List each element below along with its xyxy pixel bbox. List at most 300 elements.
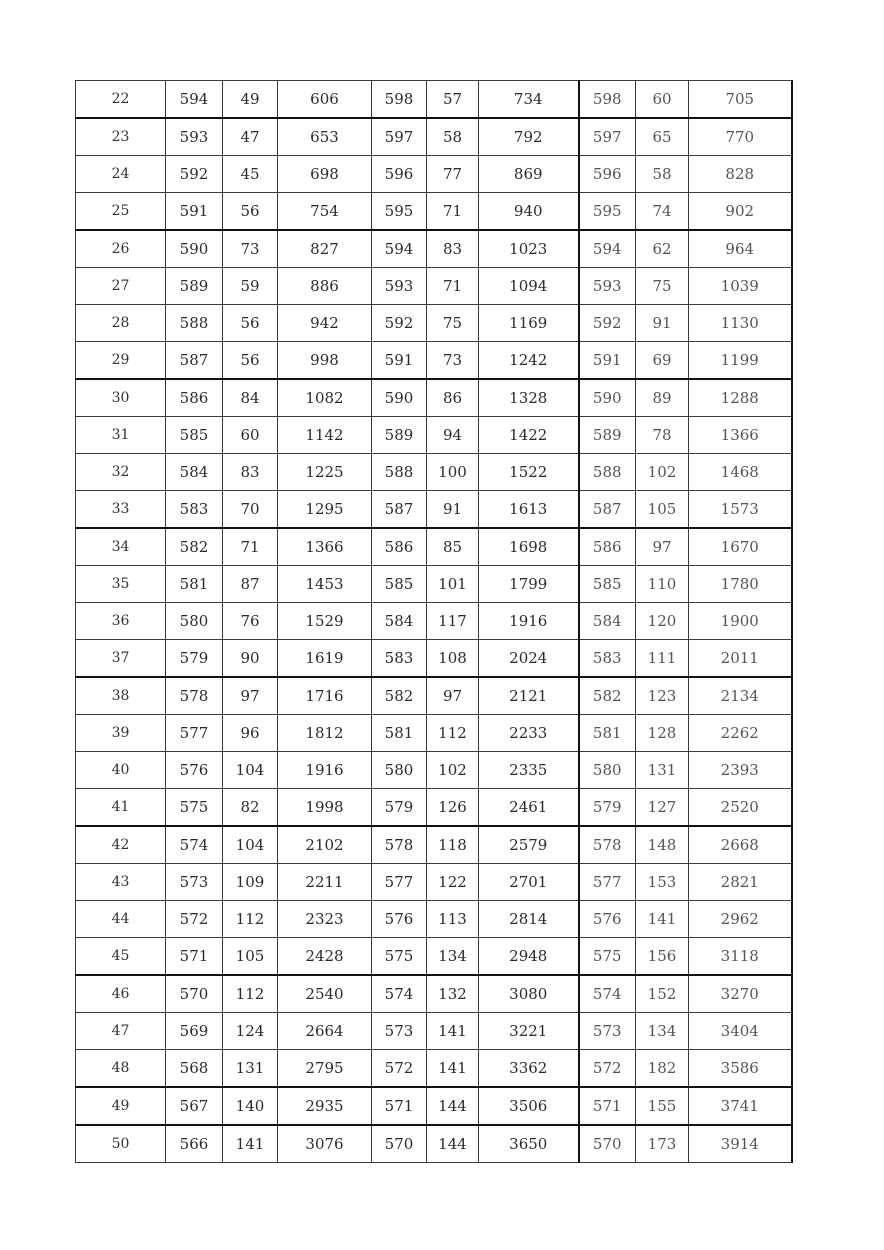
- cell-group3-count: 182: [636, 1050, 689, 1088]
- cell-group3-cumulative: 1199: [689, 342, 792, 380]
- table-row: [76, 118, 792, 156]
- cell-group3-count: 131: [636, 752, 689, 789]
- cell-rank: 22: [76, 81, 166, 119]
- cell-group2-count: 144: [427, 1087, 479, 1125]
- cell-group3-score: 591: [579, 342, 636, 380]
- cell-group2-count: 71: [427, 193, 479, 231]
- cell-group2-count: 144: [427, 1125, 479, 1163]
- cell-group1-count: 104: [223, 826, 278, 864]
- cell-group1-count: 87: [223, 566, 278, 603]
- cell-group3-cumulative: 902: [689, 193, 792, 231]
- cell-group1-count: 59: [223, 268, 278, 305]
- cell-group3-cumulative: 770: [689, 118, 792, 156]
- cell-group1-score: 588: [166, 305, 223, 342]
- cell-group3-cumulative: 3586: [689, 1050, 792, 1088]
- cell-rank: 39: [76, 715, 166, 752]
- cell-rank: 29: [76, 342, 166, 380]
- cell-group1-score: 584: [166, 454, 223, 491]
- cell-group2-cumulative: 1916: [479, 603, 579, 640]
- cell-group2-score: 584: [372, 603, 427, 640]
- cell-group1-count: 45: [223, 156, 278, 193]
- cell-group2-cumulative: 2701: [479, 864, 579, 901]
- cell-group1-count: 109: [223, 864, 278, 901]
- cell-group2-cumulative: 3650: [479, 1125, 579, 1163]
- cell-group3-score: 581: [579, 715, 636, 752]
- cell-group1-score: 576: [166, 752, 223, 789]
- cell-group2-score: 589: [372, 417, 427, 454]
- cell-group3-score: 590: [579, 379, 636, 417]
- cell-group1-cumulative: 3076: [278, 1125, 372, 1163]
- cell-group3-count: 89: [636, 379, 689, 417]
- cell-group2-score: 593: [372, 268, 427, 305]
- cell-group2-count: 97: [427, 677, 479, 715]
- table-row: [76, 230, 792, 268]
- cell-rank: 49: [76, 1087, 166, 1125]
- cell-group2-count: 77: [427, 156, 479, 193]
- cell-group2-score: 576: [372, 901, 427, 938]
- cell-group1-cumulative: 1453: [278, 566, 372, 603]
- cell-group1-score: 590: [166, 230, 223, 268]
- cell-group1-count: 56: [223, 342, 278, 380]
- cell-rank: 40: [76, 752, 166, 789]
- table-row: [76, 938, 792, 976]
- table-row: [76, 752, 792, 789]
- cell-group3-score: 580: [579, 752, 636, 789]
- cell-group2-score: 573: [372, 1013, 427, 1050]
- cell-group2-count: 58: [427, 118, 479, 156]
- cell-group1-score: 585: [166, 417, 223, 454]
- cell-group1-cumulative: 698: [278, 156, 372, 193]
- cell-group3-score: 592: [579, 305, 636, 342]
- cell-group1-cumulative: 2211: [278, 864, 372, 901]
- cell-group1-score: 583: [166, 491, 223, 529]
- cell-group2-count: 108: [427, 640, 479, 678]
- cell-group2-score: 574: [372, 975, 427, 1013]
- cell-group1-score: 569: [166, 1013, 223, 1050]
- cell-group1-count: 104: [223, 752, 278, 789]
- cell-group2-score: 577: [372, 864, 427, 901]
- cell-group3-count: 111: [636, 640, 689, 678]
- cell-group1-score: 568: [166, 1050, 223, 1088]
- table-row: [76, 417, 792, 454]
- cell-group1-count: 105: [223, 938, 278, 976]
- cell-group3-score: 594: [579, 230, 636, 268]
- cell-group3-score: 585: [579, 566, 636, 603]
- cell-group3-cumulative: 2962: [689, 901, 792, 938]
- cell-rank: 31: [76, 417, 166, 454]
- cell-group3-count: 62: [636, 230, 689, 268]
- cell-group1-count: 49: [223, 81, 278, 119]
- cell-group3-cumulative: 2262: [689, 715, 792, 752]
- cell-group3-cumulative: 2393: [689, 752, 792, 789]
- cell-group1-count: 76: [223, 603, 278, 640]
- cell-group3-score: 577: [579, 864, 636, 901]
- cell-group2-count: 85: [427, 528, 479, 566]
- cell-group3-count: 120: [636, 603, 689, 640]
- cell-group3-score: 578: [579, 826, 636, 864]
- cell-group2-score: 575: [372, 938, 427, 976]
- table-row: [76, 715, 792, 752]
- cell-group3-score: 586: [579, 528, 636, 566]
- cell-rank: 48: [76, 1050, 166, 1088]
- cell-group3-cumulative: 2821: [689, 864, 792, 901]
- cell-group3-cumulative: 1573: [689, 491, 792, 529]
- cell-rank: 45: [76, 938, 166, 976]
- cell-group2-count: 117: [427, 603, 479, 640]
- cell-group1-score: 589: [166, 268, 223, 305]
- cell-rank: 32: [76, 454, 166, 491]
- table-row: [76, 81, 792, 119]
- cell-group3-count: 58: [636, 156, 689, 193]
- cell-group1-cumulative: 1812: [278, 715, 372, 752]
- cell-group2-score: 578: [372, 826, 427, 864]
- cell-group2-score: 590: [372, 379, 427, 417]
- cell-group3-score: 595: [579, 193, 636, 231]
- cell-group2-cumulative: 1698: [479, 528, 579, 566]
- cell-group1-count: 70: [223, 491, 278, 529]
- cell-group1-cumulative: 827: [278, 230, 372, 268]
- cell-group2-cumulative: 2461: [479, 789, 579, 827]
- cell-group3-count: 102: [636, 454, 689, 491]
- cell-group3-score: 575: [579, 938, 636, 976]
- cell-group3-count: 152: [636, 975, 689, 1013]
- cell-group2-cumulative: 1094: [479, 268, 579, 305]
- cell-group1-score: 578: [166, 677, 223, 715]
- table-row: [76, 975, 792, 1013]
- cell-group2-count: 73: [427, 342, 479, 380]
- cell-rank: 30: [76, 379, 166, 417]
- table-row: [76, 193, 792, 231]
- table-row: [76, 826, 792, 864]
- cell-group2-score: 588: [372, 454, 427, 491]
- cell-group3-count: 60: [636, 81, 689, 119]
- cell-group1-cumulative: 2540: [278, 975, 372, 1013]
- cell-group2-score: 597: [372, 118, 427, 156]
- cell-group2-cumulative: 2233: [479, 715, 579, 752]
- cell-group3-count: 69: [636, 342, 689, 380]
- cell-group3-cumulative: 1468: [689, 454, 792, 491]
- cell-group1-cumulative: 2428: [278, 938, 372, 976]
- cell-group3-cumulative: 828: [689, 156, 792, 193]
- cell-group1-cumulative: 2323: [278, 901, 372, 938]
- cell-group1-count: 124: [223, 1013, 278, 1050]
- cell-rank: 41: [76, 789, 166, 827]
- cell-group3-cumulative: 3118: [689, 938, 792, 976]
- cell-group3-cumulative: 1780: [689, 566, 792, 603]
- cell-group3-cumulative: 705: [689, 81, 792, 119]
- cell-group1-count: 60: [223, 417, 278, 454]
- table-row: [76, 864, 792, 901]
- cell-group2-count: 122: [427, 864, 479, 901]
- cell-group3-score: 576: [579, 901, 636, 938]
- cell-group3-score: 570: [579, 1125, 636, 1163]
- cell-group1-cumulative: 1529: [278, 603, 372, 640]
- cell-group1-cumulative: 1225: [278, 454, 372, 491]
- cell-group1-score: 566: [166, 1125, 223, 1163]
- cell-rank: 35: [76, 566, 166, 603]
- cell-group3-count: 141: [636, 901, 689, 938]
- cell-group2-cumulative: 1422: [479, 417, 579, 454]
- cell-rank: 26: [76, 230, 166, 268]
- cell-group2-count: 94: [427, 417, 479, 454]
- cell-group3-count: 153: [636, 864, 689, 901]
- cell-group3-score: 571: [579, 1087, 636, 1125]
- cell-group2-score: 598: [372, 81, 427, 119]
- cell-group1-cumulative: 1366: [278, 528, 372, 566]
- cell-group1-score: 593: [166, 118, 223, 156]
- cell-group1-cumulative: 754: [278, 193, 372, 231]
- table-body: [76, 81, 792, 1163]
- cell-group1-count: 56: [223, 305, 278, 342]
- cell-group2-cumulative: 1328: [479, 379, 579, 417]
- cell-group1-cumulative: 2664: [278, 1013, 372, 1050]
- cell-rank: 46: [76, 975, 166, 1013]
- cell-group2-score: 582: [372, 677, 427, 715]
- cell-group2-cumulative: 2335: [479, 752, 579, 789]
- cell-group3-score: 598: [579, 81, 636, 119]
- cell-group2-count: 86: [427, 379, 479, 417]
- cell-group2-count: 57: [427, 81, 479, 119]
- cell-group3-cumulative: 3741: [689, 1087, 792, 1125]
- cell-group1-score: 581: [166, 566, 223, 603]
- table-row: [76, 789, 792, 827]
- cell-rank: 43: [76, 864, 166, 901]
- cell-group3-score: 597: [579, 118, 636, 156]
- cell-group2-count: 75: [427, 305, 479, 342]
- cell-group3-count: 155: [636, 1087, 689, 1125]
- cell-group3-count: 173: [636, 1125, 689, 1163]
- table-row: [76, 268, 792, 305]
- cell-group3-count: 123: [636, 677, 689, 715]
- cell-group3-count: 65: [636, 118, 689, 156]
- cell-group1-cumulative: 606: [278, 81, 372, 119]
- score-distribution-table: [75, 80, 793, 1163]
- cell-group1-score: 580: [166, 603, 223, 640]
- cell-group1-count: 84: [223, 379, 278, 417]
- cell-group3-cumulative: 2134: [689, 677, 792, 715]
- table-row: [76, 1050, 792, 1088]
- table-row: [76, 379, 792, 417]
- cell-group3-count: 78: [636, 417, 689, 454]
- cell-group3-score: 582: [579, 677, 636, 715]
- table-row: [76, 603, 792, 640]
- cell-group2-cumulative: 3080: [479, 975, 579, 1013]
- cell-group2-score: 592: [372, 305, 427, 342]
- cell-group1-count: 112: [223, 975, 278, 1013]
- cell-group2-score: 581: [372, 715, 427, 752]
- table-row: [76, 454, 792, 491]
- cell-group1-count: 82: [223, 789, 278, 827]
- cell-rank: 37: [76, 640, 166, 678]
- cell-group2-count: 141: [427, 1013, 479, 1050]
- cell-group1-score: 572: [166, 901, 223, 938]
- cell-rank: 44: [76, 901, 166, 938]
- cell-group2-score: 583: [372, 640, 427, 678]
- cell-group2-score: 572: [372, 1050, 427, 1088]
- cell-group1-count: 73: [223, 230, 278, 268]
- cell-group3-score: 572: [579, 1050, 636, 1088]
- cell-rank: 36: [76, 603, 166, 640]
- cell-group2-cumulative: 1522: [479, 454, 579, 491]
- cell-group3-score: 579: [579, 789, 636, 827]
- cell-group3-score: 589: [579, 417, 636, 454]
- cell-group1-score: 567: [166, 1087, 223, 1125]
- cell-group3-cumulative: 964: [689, 230, 792, 268]
- cell-group1-count: 112: [223, 901, 278, 938]
- cell-group1-score: 579: [166, 640, 223, 678]
- cell-group1-score: 571: [166, 938, 223, 976]
- cell-rank: 47: [76, 1013, 166, 1050]
- cell-group2-count: 141: [427, 1050, 479, 1088]
- table-row: [76, 1125, 792, 1163]
- cell-group1-score: 591: [166, 193, 223, 231]
- cell-group1-count: 96: [223, 715, 278, 752]
- cell-group1-cumulative: 2795: [278, 1050, 372, 1088]
- cell-rank: 50: [76, 1125, 166, 1163]
- cell-group1-count: 83: [223, 454, 278, 491]
- cell-group2-cumulative: 1613: [479, 491, 579, 529]
- cell-group2-count: 83: [427, 230, 479, 268]
- cell-rank: 33: [76, 491, 166, 529]
- cell-group3-count: 156: [636, 938, 689, 976]
- cell-group2-score: 591: [372, 342, 427, 380]
- cell-group1-score: 573: [166, 864, 223, 901]
- cell-group1-cumulative: 2935: [278, 1087, 372, 1125]
- cell-group1-count: 97: [223, 677, 278, 715]
- table-row: [76, 528, 792, 566]
- table-row: [76, 901, 792, 938]
- cell-group1-cumulative: 1082: [278, 379, 372, 417]
- cell-group2-count: 113: [427, 901, 479, 938]
- table-row: [76, 491, 792, 529]
- cell-rank: 28: [76, 305, 166, 342]
- cell-group1-score: 582: [166, 528, 223, 566]
- cell-group2-count: 91: [427, 491, 479, 529]
- cell-group2-cumulative: 2024: [479, 640, 579, 678]
- cell-group2-cumulative: 3221: [479, 1013, 579, 1050]
- cell-group2-cumulative: 3362: [479, 1050, 579, 1088]
- cell-group1-cumulative: 1619: [278, 640, 372, 678]
- cell-group2-score: 596: [372, 156, 427, 193]
- table-row: [76, 342, 792, 380]
- cell-rank: 38: [76, 677, 166, 715]
- cell-group2-cumulative: 2121: [479, 677, 579, 715]
- cell-group3-score: 593: [579, 268, 636, 305]
- cell-group2-score: 586: [372, 528, 427, 566]
- cell-group1-cumulative: 1295: [278, 491, 372, 529]
- cell-group1-count: 141: [223, 1125, 278, 1163]
- cell-group2-count: 101: [427, 566, 479, 603]
- cell-group3-score: 587: [579, 491, 636, 529]
- cell-group2-count: 100: [427, 454, 479, 491]
- cell-group3-cumulative: 1900: [689, 603, 792, 640]
- cell-group1-cumulative: 942: [278, 305, 372, 342]
- table-row: [76, 1087, 792, 1125]
- cell-rank: 24: [76, 156, 166, 193]
- table-row: [76, 677, 792, 715]
- cell-group3-cumulative: 2011: [689, 640, 792, 678]
- cell-group1-cumulative: 1916: [278, 752, 372, 789]
- cell-group2-count: 71: [427, 268, 479, 305]
- cell-group2-cumulative: 734: [479, 81, 579, 119]
- cell-group3-cumulative: 2520: [689, 789, 792, 827]
- cell-group3-count: 75: [636, 268, 689, 305]
- cell-group1-score: 575: [166, 789, 223, 827]
- cell-group3-count: 97: [636, 528, 689, 566]
- cell-group3-count: 105: [636, 491, 689, 529]
- cell-group1-cumulative: 2102: [278, 826, 372, 864]
- cell-group3-count: 148: [636, 826, 689, 864]
- cell-group1-count: 90: [223, 640, 278, 678]
- cell-group1-cumulative: 1142: [278, 417, 372, 454]
- cell-group3-score: 573: [579, 1013, 636, 1050]
- cell-rank: 23: [76, 118, 166, 156]
- cell-group2-score: 580: [372, 752, 427, 789]
- cell-group1-cumulative: 653: [278, 118, 372, 156]
- cell-group3-count: 91: [636, 305, 689, 342]
- cell-group1-score: 594: [166, 81, 223, 119]
- cell-group3-score: 596: [579, 156, 636, 193]
- cell-group3-cumulative: 2668: [689, 826, 792, 864]
- cell-group3-cumulative: 3914: [689, 1125, 792, 1163]
- cell-group1-cumulative: 886: [278, 268, 372, 305]
- cell-group3-count: 134: [636, 1013, 689, 1050]
- cell-group2-cumulative: 869: [479, 156, 579, 193]
- cell-group3-cumulative: 1288: [689, 379, 792, 417]
- cell-group2-count: 118: [427, 826, 479, 864]
- cell-group1-score: 592: [166, 156, 223, 193]
- cell-rank: 42: [76, 826, 166, 864]
- cell-group2-score: 594: [372, 230, 427, 268]
- cell-group1-score: 570: [166, 975, 223, 1013]
- cell-group1-score: 587: [166, 342, 223, 380]
- cell-group2-cumulative: 3506: [479, 1087, 579, 1125]
- cell-group2-score: 579: [372, 789, 427, 827]
- cell-rank: 34: [76, 528, 166, 566]
- cell-group1-score: 574: [166, 826, 223, 864]
- cell-group3-cumulative: 1039: [689, 268, 792, 305]
- cell-group2-cumulative: 1242: [479, 342, 579, 380]
- cell-group2-cumulative: 792: [479, 118, 579, 156]
- cell-group1-count: 131: [223, 1050, 278, 1088]
- cell-group2-cumulative: 2814: [479, 901, 579, 938]
- cell-group3-cumulative: 3404: [689, 1013, 792, 1050]
- cell-group1-count: 140: [223, 1087, 278, 1125]
- cell-group1-cumulative: 998: [278, 342, 372, 380]
- cell-group2-score: 587: [372, 491, 427, 529]
- cell-group2-score: 595: [372, 193, 427, 231]
- cell-group3-score: 588: [579, 454, 636, 491]
- cell-group3-cumulative: 1366: [689, 417, 792, 454]
- cell-group2-count: 134: [427, 938, 479, 976]
- cell-group2-cumulative: 1023: [479, 230, 579, 268]
- cell-group2-cumulative: 940: [479, 193, 579, 231]
- cell-group1-count: 71: [223, 528, 278, 566]
- cell-group1-cumulative: 1716: [278, 677, 372, 715]
- cell-group3-score: 574: [579, 975, 636, 1013]
- cell-group2-score: 571: [372, 1087, 427, 1125]
- cell-group2-score: 570: [372, 1125, 427, 1163]
- cell-group3-score: 584: [579, 603, 636, 640]
- cell-group3-cumulative: 3270: [689, 975, 792, 1013]
- cell-group2-cumulative: 2948: [479, 938, 579, 976]
- cell-group2-count: 112: [427, 715, 479, 752]
- cell-group3-count: 128: [636, 715, 689, 752]
- cell-group3-score: 583: [579, 640, 636, 678]
- cell-group3-cumulative: 1670: [689, 528, 792, 566]
- cell-group2-cumulative: 1799: [479, 566, 579, 603]
- cell-group2-cumulative: 2579: [479, 826, 579, 864]
